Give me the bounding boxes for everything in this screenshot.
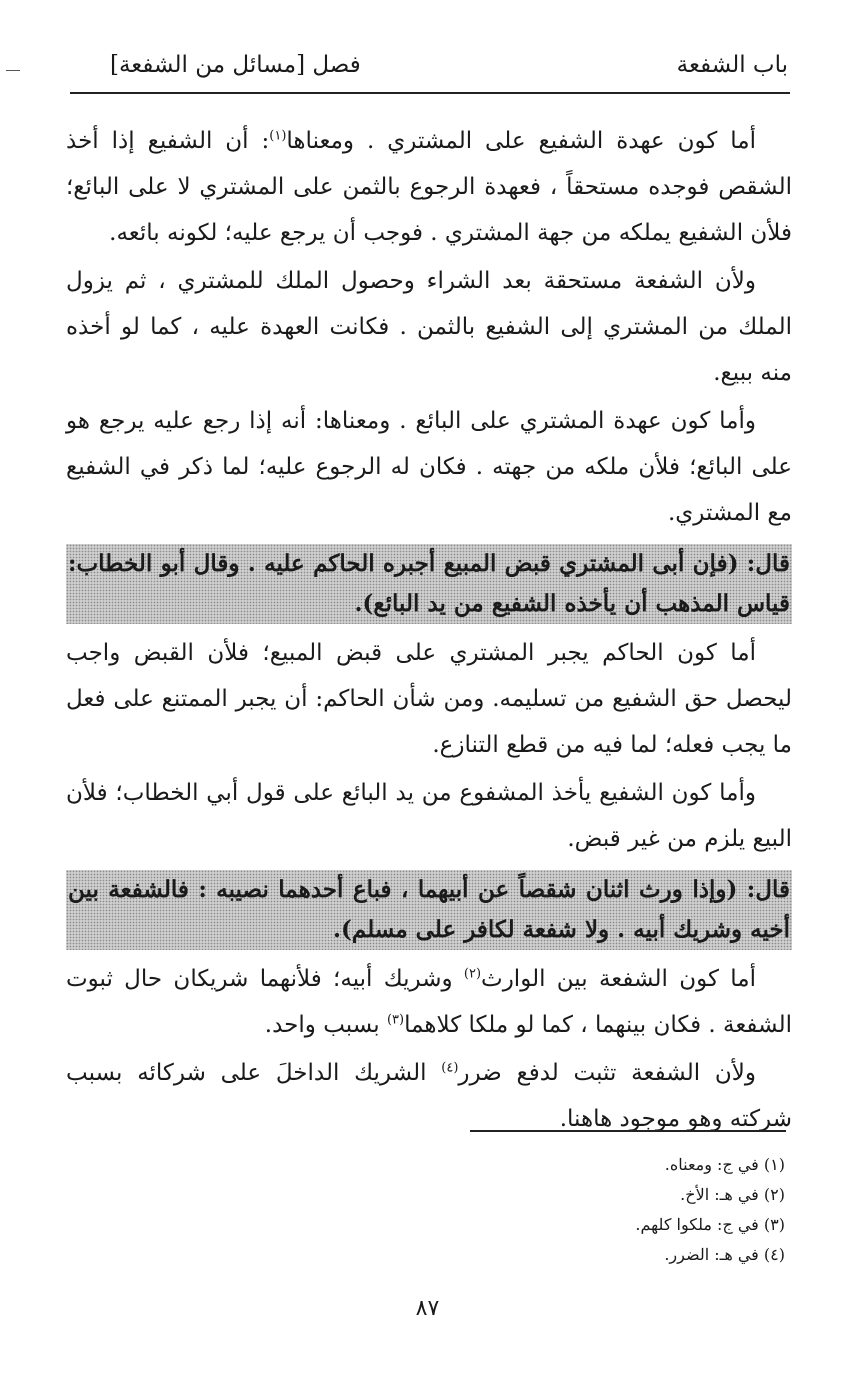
main-text — [66, 118, 792, 1142]
page-number: ٨٧ — [415, 1296, 440, 1321]
section-title: فصل [مسائل من الشفعة] — [110, 52, 361, 78]
quoted-matn-2: قال: (وإذا ورث اثنان شقصاً عن أبيهما ، فباع أحدهما نصيبه : فالشفعة بين أخيه وشريك أبيه . ولا شفعة لكافر على مسلم). — [66, 870, 792, 950]
footnote-ref-4: (٤) — [441, 1060, 459, 1076]
margin-mark — [6, 70, 20, 71]
footnotes — [400, 1150, 785, 1270]
footnote-2: (٢) في هـ: الأخ. — [680, 1185, 785, 1204]
footnote-ref-2: (٢) — [463, 966, 482, 982]
paragraph-6: أما كون الشفعة بين الوارث$^{(٢)}$ وشريك أبيه؛ فلأنهما شريكان حال ثبوت الشفعة . فكان بينهما ، كما لو ملكا كلاهما$^{(٣)}$ بسبب واحد. — [66, 966, 792, 1038]
paragraph-2: ولأن الشفعة مستحقة بعد الشراء وحصول الملك للمشتري ، ثم يزول الملك من المشتري إلى الشفيع بالثمن . فكانت العهدة عليه ، كما لو أخذه منه ببيع. — [66, 268, 792, 386]
paragraph-4: أما كون الحاكم يجبر المشتري على قبض المبيع؛ فلأن القبض واجب ليحصل حق الشفيع من تسليمه. ومن شأن الحاكم: أن يجبر الممتنع على فعل ما يجب فعله؛ لما فيه من قطع التنازع. — [66, 640, 792, 758]
paragraph-7: ولأن الشفعة تثبت لدفع ضرر$^{(٤)}$ الشريك الداخلَ على شركائه بسبب شركته وهو موجود هاهنا. — [66, 1060, 792, 1132]
running-header — [70, 52, 788, 88]
chapter-title: باب الشفعة — [676, 52, 788, 78]
header-rule — [70, 92, 790, 94]
footnote-3: (٣) في ج: ملكوا كلهم. — [635, 1215, 785, 1234]
footnote-ref-3: (٣) — [386, 1012, 405, 1028]
paragraph-1: أما كون عهدة الشفيع على المشتري . ومعناها$^{(١)}$: أن الشفيع إذا أخذ الشقص فوجده مستحقاً ، فعهدة الرجوع بالثمن على المشتري لا على البائع؛ فلأن الشفيع يملكه من جهة المشتري . فوجب أن يرجع عليه؛ لكونه بائعه. — [66, 128, 792, 246]
quoted-matn-1: قال: (فإن أبى المشتري قبض المبيع أجبره الحاكم عليه . وقال أبو الخطاب: قياس المذهب أن يأخذه الشفيع من يد البائع). — [66, 544, 792, 624]
footnote-1: (١) في ج: ومعناه. — [664, 1155, 785, 1174]
footnote-rule — [470, 1130, 786, 1132]
paragraph-5: وأما كون الشفيع يأخذ المشفوع من يد البائع على قول أبي الخطاب؛ فلأن البيع يلزم من غير قبض. — [66, 780, 792, 852]
footnote-4: (٤) في هـ: الضرر. — [664, 1245, 785, 1264]
paragraph-3: وأما كون عهدة المشتري على البائع . ومعناها: أنه إذا رجع عليه يرجع هو على البائع؛ فلأن ملكه من جهته . فكان له الرجوع عليه؛ لما ذكر في الشفيع مع المشتري. — [66, 408, 792, 526]
footnote-ref-1: (١) — [269, 128, 287, 144]
